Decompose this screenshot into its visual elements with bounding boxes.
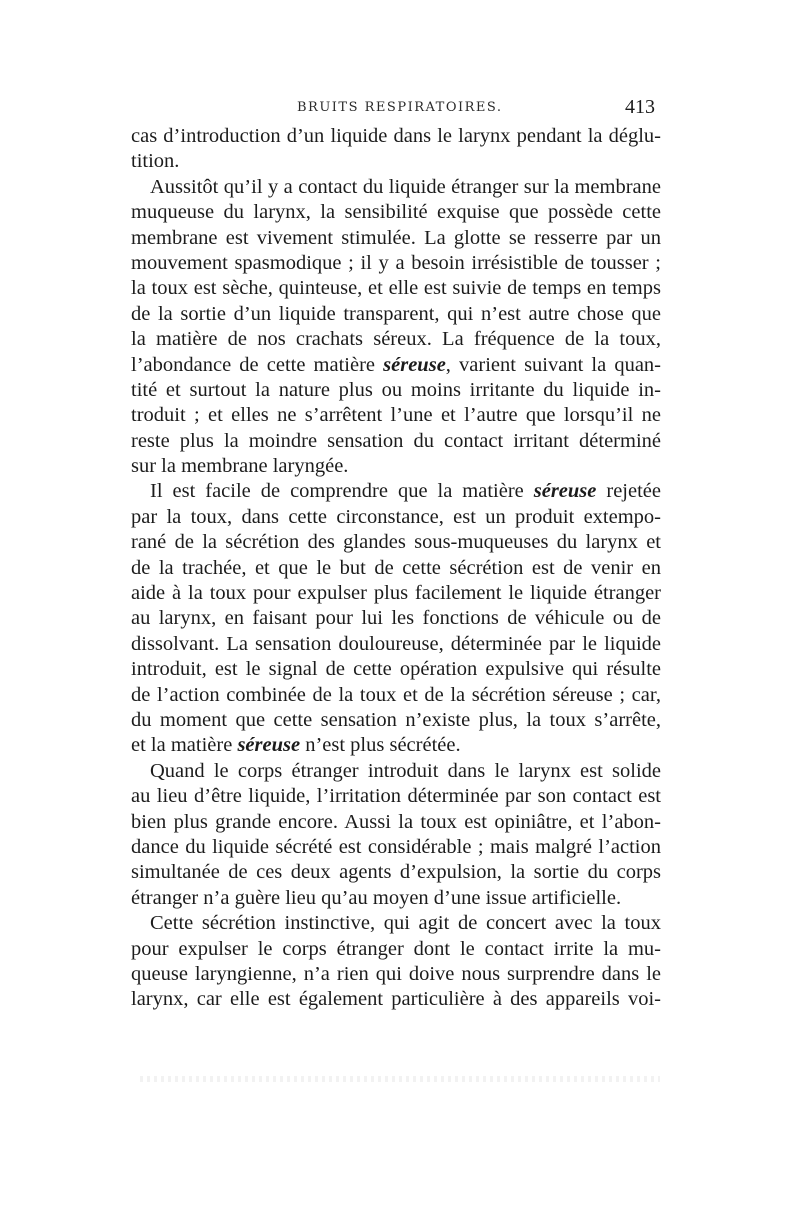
text-line: tité et surtout la nature plus ou moins irritante du liquide in-	[131, 378, 661, 401]
text-line: tition.	[131, 150, 180, 173]
text-line: muqueuse du larynx, la sensibilité exquise que possède cette	[131, 201, 661, 224]
text-line: au lieu d’être liquide, l’irritation déterminée par son contact est	[131, 785, 661, 808]
italic-term: séreuse	[383, 353, 446, 376]
text-line: queuse laryngienne, n’a rien qui doive nous surprendre dans le	[131, 962, 661, 985]
text-line: de l’action combinée de la toux et de la sécrétion séreuse ; car,	[131, 683, 661, 706]
text-line: Quand le corps étranger introduit dans le larynx est solide	[150, 759, 661, 782]
text-line: rané de la sécrétion des glandes sous-muqueuses du larynx et	[131, 531, 661, 554]
page-number: 413	[625, 96, 655, 118]
text-line: la toux est sèche, quinteuse, et elle est suivie de temps en temps	[131, 277, 661, 300]
text-line: de la trachée, et que le but de cette sécrétion est de venir en	[131, 556, 661, 579]
text-line: par la toux, dans cette circonstance, est un produit extempo-	[131, 505, 661, 528]
text-line: pour expulser le corps étranger dont le contact irrite la mu-	[131, 937, 661, 960]
text-segment: n’est plus sécrétée.	[300, 734, 461, 757]
text-line: la matière de nos crachats séreux. La fréquence de la toux,	[131, 328, 661, 351]
text-segment: et la matière	[131, 734, 238, 757]
text-line: Aussitôt qu’il y a contact du liquide étranger sur la membrane	[150, 175, 661, 198]
text-line: au larynx, en faisant pour lui les fonctions de véhicule ou de	[131, 607, 661, 630]
text-line	[131, 733, 661, 758]
text-segment: rejetée	[596, 480, 661, 503]
text-line: du moment que cette sensation n’existe plus, la toux s’arrête,	[131, 708, 661, 731]
text-segment: l’abondance de cette matière	[131, 353, 384, 376]
text-line: Cette sécrétion instinctive, qui agit de concert avec la toux	[150, 912, 661, 935]
italic-term: séreuse	[237, 734, 301, 757]
text-line	[131, 479, 661, 504]
body-text	[131, 124, 661, 1013]
page-header	[131, 96, 655, 120]
text-line: introduit, est le signal de cette opération expulsive qui résulte	[131, 658, 661, 681]
text-line: cas d’introduction d’un liquide dans le larynx pendant la déglu-	[131, 125, 661, 147]
text-line: larynx, car elle est également particulière à des appareils voi-	[131, 988, 661, 1011]
text-line: dissolvant. La sensation douloureuse, déterminée par le liquide	[131, 632, 661, 655]
text-line: troduit ; et elles ne s’arrêtent l’une et l’autre que lorsqu’il ne	[131, 404, 661, 427]
text-line: reste plus la moindre sensation du contact irritant déterminé	[131, 429, 661, 452]
bleed-through-smudge	[140, 1076, 660, 1082]
running-title: BRUITS RESPIRATOIRES.	[297, 100, 503, 115]
italic-term: séreuse	[533, 480, 597, 503]
text-line: dance du liquide sécrété est considérable ; mais malgré l’action	[131, 835, 661, 858]
text-line: sur la membrane laryngée.	[131, 455, 349, 478]
text-line: mouvement spasmodique ; il y a besoin irrésistible de tousser ;	[131, 251, 661, 274]
text-line: bien plus grande encore. Aussi la toux est opiniâtre, et l’abon-	[131, 810, 661, 833]
text-line: étranger n’a guère lieu qu’au moyen d’une issue artificielle.	[131, 886, 622, 909]
text-line	[131, 353, 661, 378]
text-line: simultanée de ces deux agents d’expulsion, la sortie du corps	[131, 861, 661, 884]
text-segment: , varient suivant la quan-	[445, 353, 662, 376]
text-line: aide à la toux pour expulser plus facilement le liquide étranger	[131, 582, 661, 605]
text-segment: Il est facile de comprendre que la matière	[150, 480, 534, 503]
text-line: de la sortie d’un liquide transparent, qui n’est autre chose que	[131, 302, 661, 325]
text-line: membrane est vivement stimulée. La glotte se resserre par un	[131, 226, 661, 249]
